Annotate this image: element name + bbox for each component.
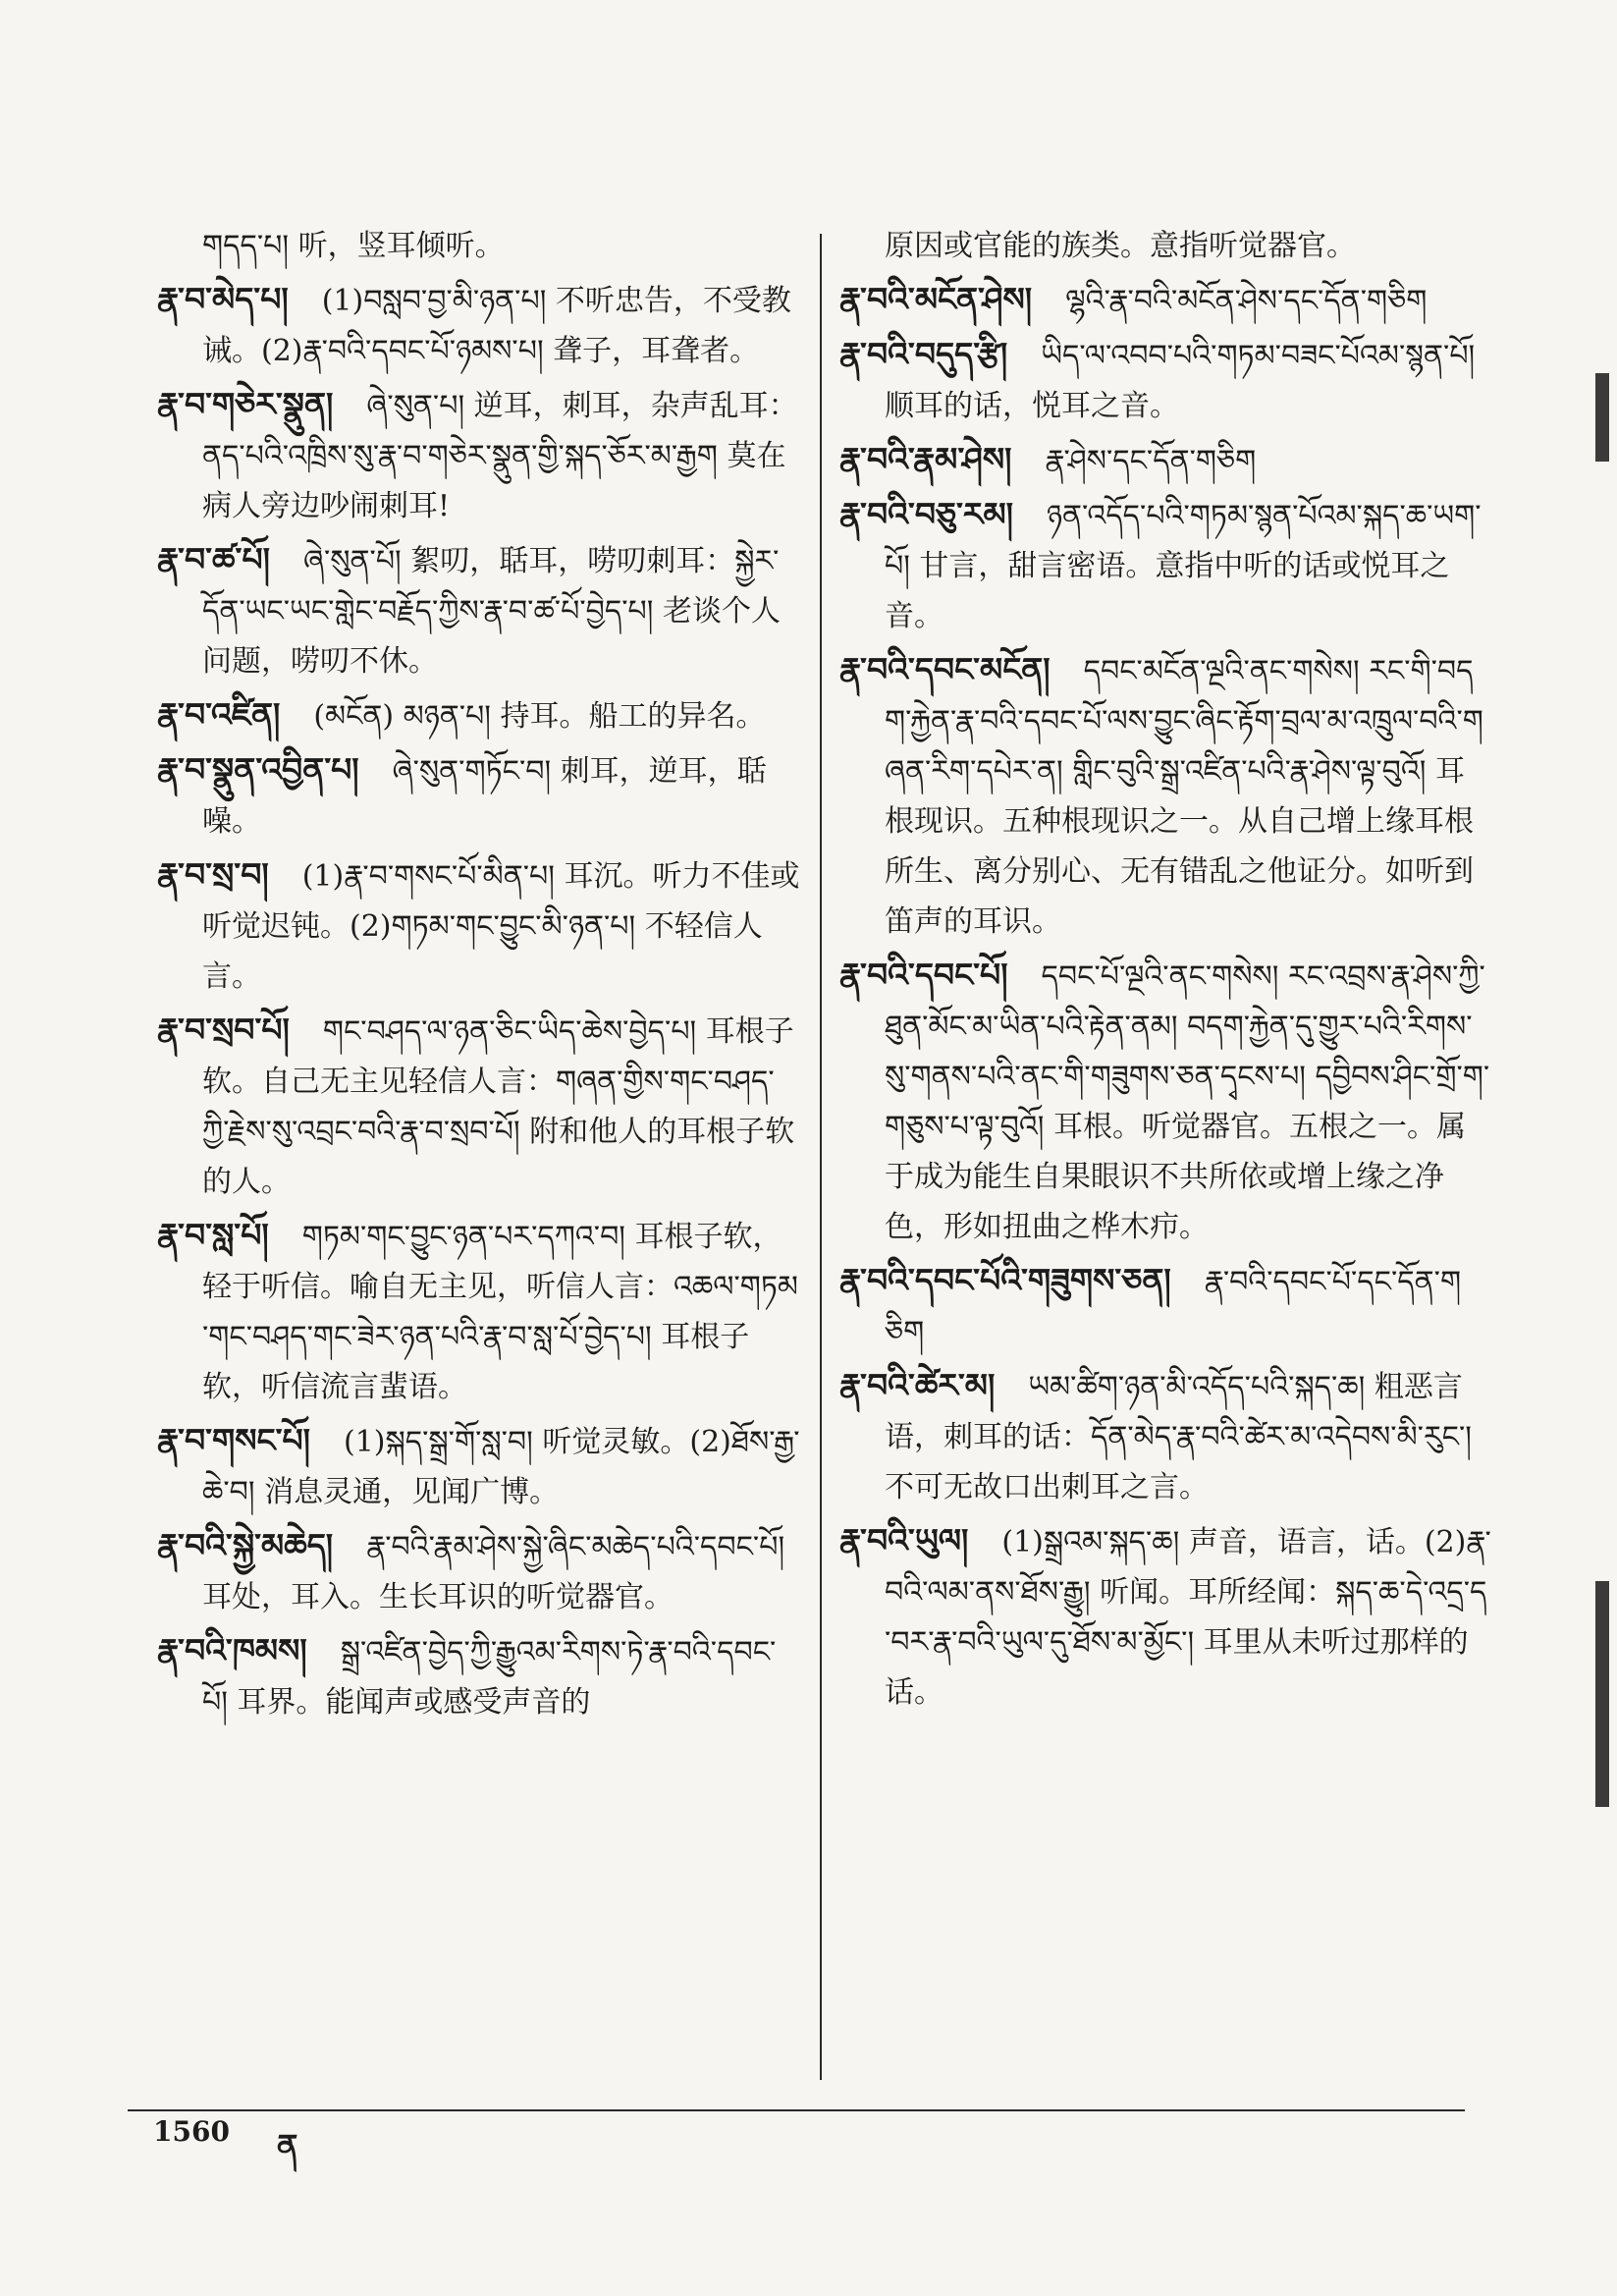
- dictionary-entry: [157, 1415, 800, 1517]
- entry-definition: (མངོན) མཉན་པ། 持耳。船工的异名。: [313, 699, 766, 734]
- entry-headword: རྣ་བའི་དབང་པོའི་གཟུགས་ཅན།: [839, 1261, 1171, 1299]
- entry-definition: (1)བསླབ་བྱ་མི་ཉན་པ། 不听忠告，不受教诫。(2)རྣ་བའི་དབང་པོ་ཉམས་པ། 聋子，耳聋者。: [202, 284, 791, 368]
- entry-definition: གང་བཤད་ལ་ཉན་ཅིང་ཡིད་ཆེས་བྱེད་པ། 耳根子软。自己无主见轻信人言：གཞན་གྱིས་གང་བཤད་ཀྱི་རྗེས་སུ་འབྲང་བའི་རྣ་བ་སྲབ་པོ། 附和他人的耳根子软的人。: [202, 1014, 795, 1199]
- dictionary-entry: [839, 489, 1492, 641]
- scan-edge-mark: [1595, 1581, 1609, 1807]
- entry-definition: (1)རྣ་བ་གསང་པོ་མིན་པ། 耳沉。听力不佳或听觉迟钝。(2)གཏམ་གང་བྱུང་མི་ཉན་པ། 不轻信人言。: [202, 859, 800, 994]
- entry-definition: ཞེ་སུན་གཏོང་བ། 刺耳，逆耳，聒噪。: [202, 754, 767, 839]
- entry-headword: རྣ་བ་འཛིན།: [157, 695, 281, 734]
- dictionary-entry: [157, 1005, 800, 1207]
- dictionary-entry: [839, 274, 1492, 326]
- dictionary-entry: [839, 434, 1492, 486]
- entry-definition: ཡིད་ལ་འབབ་པའི་གཏམ་བཟང་པོའམ་སྙན་པོ། 顺耳的话，悦耳之音。: [885, 339, 1476, 423]
- dictionary-entry: [157, 274, 800, 376]
- dictionary-entry: [157, 221, 800, 271]
- entry-definition: དབང་མངོན་ལྔའི་ནང་གསེས། རང་གི་བདག་རྐྱེན་རྣ་བའི་དབང་པོ་ལས་བྱུང་ཞིང་རྟོག་བྲལ་མ་འཁྲུལ་བའི་གཞན་རིག་དཔེར་ན། གླིང་བུའི་སྒྲ་འཛིན་པའི་རྣ་ཤེས་ལྟ་བུའོ། 耳根现识。五种根现识之一。从自己增上缘耳根所生、离分别心、无有错乱之他证分。如听到笛声的耳识。: [885, 654, 1483, 939]
- entry-headword: རྣ་བའི་བདུད་རྩི།: [839, 335, 1008, 373]
- dictionary-entry: [839, 950, 1492, 1252]
- dictionary-entry: [157, 379, 800, 531]
- entry-definition: གཏམ་གང་བྱུང་ཉན་པར་དཀའ་བ། 耳根子软，轻于听信。喻自无主见，听信人言：འཆལ་གཏམ་གང་བཤད་གང་ཟེར་ཉན་པའི་རྣ་བ་སླ་པོ་བྱེད་པ། 耳根子软，听信流言蜚语。: [202, 1220, 798, 1404]
- entry-definition: དབང་པོ་ལྔའི་ནང་གསེས། རང་འབྲས་རྣ་ཤེས་ཀྱི་ཐུན་མོང་མ་ཡིན་པའི་རྟེན་ནམ། བདག་རྐྱེན་དུ་གྱུར་པའི་རིགས་སུ་གནས་པའི་ནང་གི་གཟུགས་ཅན་དྭངས་པ། དབྱིབས་ཤིང་གྲོ་ག་གཅུས་པ་ལྟ་བུའོ། 耳根。听觉器官。五根之一。属于成为能生自果眼识不共所依或增上缘之净色，形如扭曲之桦木疖。: [885, 959, 1490, 1244]
- footer-rule: [128, 2109, 1465, 2111]
- entry-headword: རྣ་བའི་ཡུལ།: [839, 1521, 969, 1559]
- entry-definition: ཞེ་སུན་པ། 逆耳，刺耳，杂声乱耳：ནད་པའི་འཁྲིས་སུ་རྣ་བ་གཅེར་སྣུན་གྱི་སྐད་ཅོར་མ་རྒྱག 莫在病人旁边吵闹刺耳!: [202, 389, 798, 523]
- entry-definition: (1)སྒྲའམ་སྐད་ཆ། 声音，语言，话。(2)རྣ་བའི་ལམ་ནས་ཐོས་རྒྱུ། 听闻。耳所经闻：སྐད་ཆ་དེ་འདྲ་ད་བར་རྣ་བའི་ཡུལ་དུ་ཐོས་མ་མྱོང་། 耳里从未听过那样的话。: [885, 1525, 1491, 1710]
- entry-headword: རྣ་བ་གཅེར་སྣུན།: [157, 385, 334, 423]
- right-column: [839, 221, 1492, 2087]
- dictionary-entry: [157, 1625, 800, 1727]
- dictionary-entry: [157, 689, 800, 741]
- left-column: [157, 221, 800, 2087]
- entry-headword: རྣ་བ་མེད་པ།: [157, 280, 289, 318]
- entry-definition: རྣ་བའི་རྣམ་ཤེས་སྐྱེ་ཞིང་མཆེད་པའི་དབང་པོ། 耳处，耳入。生长耳识的听觉器官。: [202, 1530, 785, 1614]
- entry-headword: རྣ་བ་སྣུན་འབྱིན་པ།: [157, 750, 359, 789]
- dictionary-entry: [839, 329, 1492, 431]
- entry-headword: རྣ་བའི་མངོན་ཤེས།: [839, 280, 1033, 318]
- dictionary-entry: [839, 1255, 1492, 1357]
- entry-definition: ཞེ་སུན་པོ། 絮叨，聒耳，唠叨刺耳：སྐྱེར་དོན་ཡང་ཡང་གླེང་བརྗོད་ཀྱིས་རྣ་བ་ཚ་པོ་བྱེད་པ། 老谈个人问题，唠叨不休。: [202, 544, 781, 679]
- entry-headword: རྣ་བ་གསང་པོ།: [157, 1421, 310, 1459]
- entry-definition: ཉན་འདོད་པའི་གཏམ་སྙན་པོའམ་སྐད་ཆ་ཡག་པོ། 甘言，甜言密语。意指中听的话或悦耳之音。: [885, 499, 1482, 633]
- entry-headword: རྣ་བའི་བཅུ་རམ།: [839, 495, 1013, 533]
- entry-headword: རྣ་བ་སྲ་བ།: [157, 855, 269, 894]
- entry-definition: (1)སྐད་སྒྲ་གོ་སླ་བ། 听觉灵敏。(2)ཐོས་རྒྱ་ཆེ་བ། 消息灵通，见闻广博。: [202, 1425, 800, 1509]
- entry-definition: ཡམ་ཚིག་ཉན་མི་འདོད་པའི་སྐད་ཆ། 粗恶言语，刺耳的话：དོན་མེད་རྣ་བའི་ཚེར་མ་འདེབས་མི་རུང་། 不可无故口出刺耳之言。: [885, 1370, 1472, 1504]
- entry-definition: ལྷའི་རྣ་བའི་མངོན་ཤེས་དང་དོན་གཅིག: [1065, 284, 1428, 318]
- dictionary-entry: [157, 534, 800, 686]
- dictionary-entry: [157, 1520, 800, 1622]
- dictionary-entry: [839, 221, 1492, 271]
- entry-headword: རྣ་བའི་དབང་མངོན།: [839, 650, 1051, 688]
- entry-headword: རྣ་བ་ཚ་པོ།: [157, 540, 270, 578]
- dictionary-entry: [839, 644, 1492, 947]
- dictionary-entry: [839, 1515, 1492, 1718]
- entry-headword: རྣ་བའི་དབང་པོ།: [839, 956, 1008, 994]
- dictionary-entry: [157, 1210, 800, 1412]
- entry-headword: རྣ་བ་སྲབ་པོ།: [157, 1011, 290, 1049]
- entry-definition: རྣ་བའི་དབང་པོ་དང་དོན་གཅིག: [885, 1265, 1462, 1349]
- entry-definition: གདད་པ། 听，竖耳倾听。: [202, 229, 505, 263]
- entry-headword: རྣ་བའི་ཁམས།: [157, 1631, 307, 1669]
- entry-definition: 原因或官能的族类。意指听觉器官。: [885, 229, 1356, 263]
- entry-headword: རྣ་བ་སླ་པོ།: [157, 1216, 269, 1254]
- entry-headword: རྣ་བའི་ཚེར་མ།: [839, 1366, 996, 1404]
- dictionary-entry: [157, 849, 800, 1002]
- entry-headword: རྣ་བའི་སྐྱེ་མཆེད།: [157, 1526, 334, 1564]
- entry-definition: རྣ་ཤེས་དང་དོན་གཅིག: [1045, 444, 1257, 478]
- entry-definition: སྒྲ་འཛིན་བྱེད་ཀྱི་རྒྱུའམ་རིགས་ཏེ་རྣ་བའི་དབང་པོ། 耳界。能闻声或感受声音的: [202, 1635, 777, 1720]
- page-number: 1560: [153, 2115, 230, 2148]
- column-divider: [820, 234, 822, 2080]
- dictionary-entry: [839, 1360, 1492, 1512]
- section-letter: ན: [277, 2127, 298, 2164]
- entry-headword: རྣ་བའི་རྣམ་ཤེས།: [839, 440, 1012, 478]
- dictionary-entry: [157, 744, 800, 847]
- scan-edge-mark: [1595, 373, 1609, 462]
